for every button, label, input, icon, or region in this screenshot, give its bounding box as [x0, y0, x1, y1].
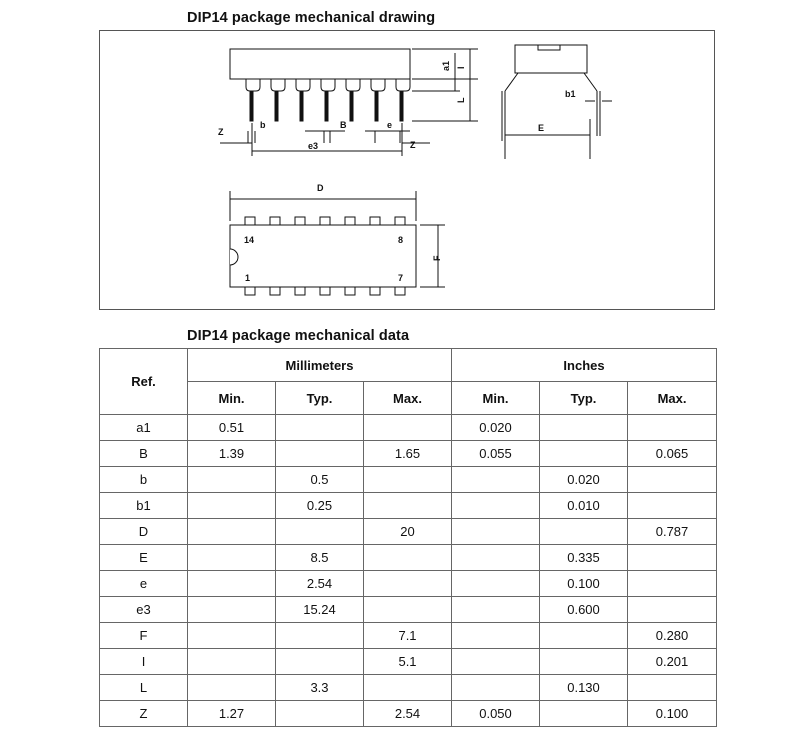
- mechanical-drawing: [99, 30, 715, 310]
- in-typ-header: Typ.: [540, 382, 628, 415]
- value-cell: [276, 415, 364, 441]
- table-row: [100, 597, 717, 623]
- value-cell: 1.65: [364, 441, 452, 467]
- value-cell: [452, 571, 540, 597]
- value-cell: [628, 467, 717, 493]
- z-right-label: Z: [410, 140, 416, 150]
- table-row: [100, 571, 717, 597]
- value-cell: [188, 649, 276, 675]
- value-cell: [276, 649, 364, 675]
- value-cell: [540, 415, 628, 441]
- ref-header: Ref.: [100, 349, 188, 415]
- value-cell: [452, 675, 540, 701]
- b1-label: b1: [565, 89, 576, 99]
- value-cell: [452, 519, 540, 545]
- pin14-label: 14: [244, 235, 255, 245]
- value-cell: 0.600: [540, 597, 628, 623]
- value-cell: [188, 545, 276, 571]
- drawing-title: DIP14 package mechanical drawing: [187, 10, 436, 26]
- table-row: [100, 701, 717, 727]
- L-label: L: [456, 97, 466, 103]
- in-max-header: Max.: [628, 382, 717, 415]
- value-cell: 0.5: [276, 467, 364, 493]
- value-cell: [540, 441, 628, 467]
- value-cell: [188, 493, 276, 519]
- value-cell: [628, 493, 717, 519]
- ref-cell: a1: [100, 415, 188, 441]
- value-cell: 0.100: [628, 701, 717, 727]
- ref-cell: E: [100, 545, 188, 571]
- value-cell: [276, 441, 364, 467]
- mm-min-header: Min.: [188, 382, 276, 415]
- value-cell: 5.1: [364, 649, 452, 675]
- value-cell: [364, 675, 452, 701]
- value-cell: [188, 571, 276, 597]
- value-cell: 1.39: [188, 441, 276, 467]
- value-cell: 0.787: [628, 519, 717, 545]
- value-cell: [452, 623, 540, 649]
- value-cell: [540, 623, 628, 649]
- pin7-label: 7: [398, 273, 404, 283]
- e-label: e: [387, 120, 393, 130]
- value-cell: [364, 415, 452, 441]
- table-row: [100, 623, 717, 649]
- value-cell: 0.130: [540, 675, 628, 701]
- table-row: [100, 649, 717, 675]
- value-cell: 0.065: [628, 441, 717, 467]
- side-view-pins: [246, 79, 410, 121]
- in-min-header: Min.: [452, 382, 540, 415]
- top-view-body: [230, 225, 416, 287]
- value-cell: [188, 467, 276, 493]
- ref-cell: L: [100, 675, 188, 701]
- value-cell: [540, 519, 628, 545]
- value-cell: [540, 649, 628, 675]
- I-label: I: [456, 66, 466, 69]
- value-cell: [628, 597, 717, 623]
- E-label: E: [538, 123, 545, 133]
- inches-header: Inches: [452, 349, 717, 382]
- data-title: DIP14 package mechanical data: [187, 328, 410, 344]
- a1-label: a1: [441, 60, 451, 71]
- value-cell: [276, 623, 364, 649]
- value-cell: [188, 519, 276, 545]
- value-cell: 0.51: [188, 415, 276, 441]
- value-cell: [540, 701, 628, 727]
- ref-cell: b1: [100, 493, 188, 519]
- ref-cell: I: [100, 649, 188, 675]
- value-cell: [364, 571, 452, 597]
- z-left-label: Z: [218, 127, 224, 137]
- value-cell: [452, 649, 540, 675]
- value-cell: [188, 597, 276, 623]
- ref-cell: D: [100, 519, 188, 545]
- value-cell: 0.201: [628, 649, 717, 675]
- value-cell: 0.100: [540, 571, 628, 597]
- value-cell: [364, 545, 452, 571]
- value-cell: [452, 493, 540, 519]
- value-cell: [628, 571, 717, 597]
- table-row: [100, 467, 717, 493]
- ref-cell: F: [100, 623, 188, 649]
- F-label: F: [432, 255, 442, 261]
- value-cell: 0.25: [276, 493, 364, 519]
- value-cell: 8.5: [276, 545, 364, 571]
- value-cell: 0.020: [540, 467, 628, 493]
- value-cell: 0.050: [452, 701, 540, 727]
- mechanical-data-table: [99, 348, 717, 727]
- ref-cell: e: [100, 571, 188, 597]
- value-cell: [452, 545, 540, 571]
- table-row: [100, 441, 717, 467]
- value-cell: 2.54: [364, 701, 452, 727]
- ref-cell: Z: [100, 701, 188, 727]
- value-cell: [188, 675, 276, 701]
- table-row: [100, 493, 717, 519]
- ref-cell: e3: [100, 597, 188, 623]
- b-label: b: [260, 120, 266, 130]
- value-cell: [276, 519, 364, 545]
- value-cell: 2.54: [276, 571, 364, 597]
- value-cell: 0.335: [540, 545, 628, 571]
- e3-label: e3: [308, 141, 319, 151]
- value-cell: 0.055: [452, 441, 540, 467]
- value-cell: 7.1: [364, 623, 452, 649]
- table-row: [100, 415, 717, 441]
- ref-cell: b: [100, 467, 188, 493]
- value-cell: [452, 467, 540, 493]
- D-label: D: [317, 183, 324, 193]
- side-view-body: [230, 49, 410, 79]
- value-cell: 20: [364, 519, 452, 545]
- mm-typ-header: Typ.: [276, 382, 364, 415]
- value-cell: [628, 675, 717, 701]
- value-cell: 1.27: [188, 701, 276, 727]
- value-cell: [452, 597, 540, 623]
- millimeters-header: Millimeters: [188, 349, 452, 382]
- value-cell: 0.280: [628, 623, 717, 649]
- value-cell: [628, 415, 717, 441]
- ref-cell: B: [100, 441, 188, 467]
- pin1-label: 1: [245, 273, 251, 283]
- table-row: [100, 675, 717, 701]
- value-cell: 3.3: [276, 675, 364, 701]
- value-cell: [364, 493, 452, 519]
- value-cell: [628, 545, 717, 571]
- value-cell: 15.24: [276, 597, 364, 623]
- package-drawing-svg: [100, 31, 716, 311]
- value-cell: 0.020: [452, 415, 540, 441]
- value-cell: [188, 623, 276, 649]
- value-cell: [364, 467, 452, 493]
- table-row: [100, 545, 717, 571]
- mm-max-header: Max.: [364, 382, 452, 415]
- pin8-label: 8: [398, 235, 404, 245]
- value-cell: 0.010: [540, 493, 628, 519]
- table-row: [100, 519, 717, 545]
- B-label: B: [340, 120, 347, 130]
- value-cell: [364, 597, 452, 623]
- value-cell: [276, 701, 364, 727]
